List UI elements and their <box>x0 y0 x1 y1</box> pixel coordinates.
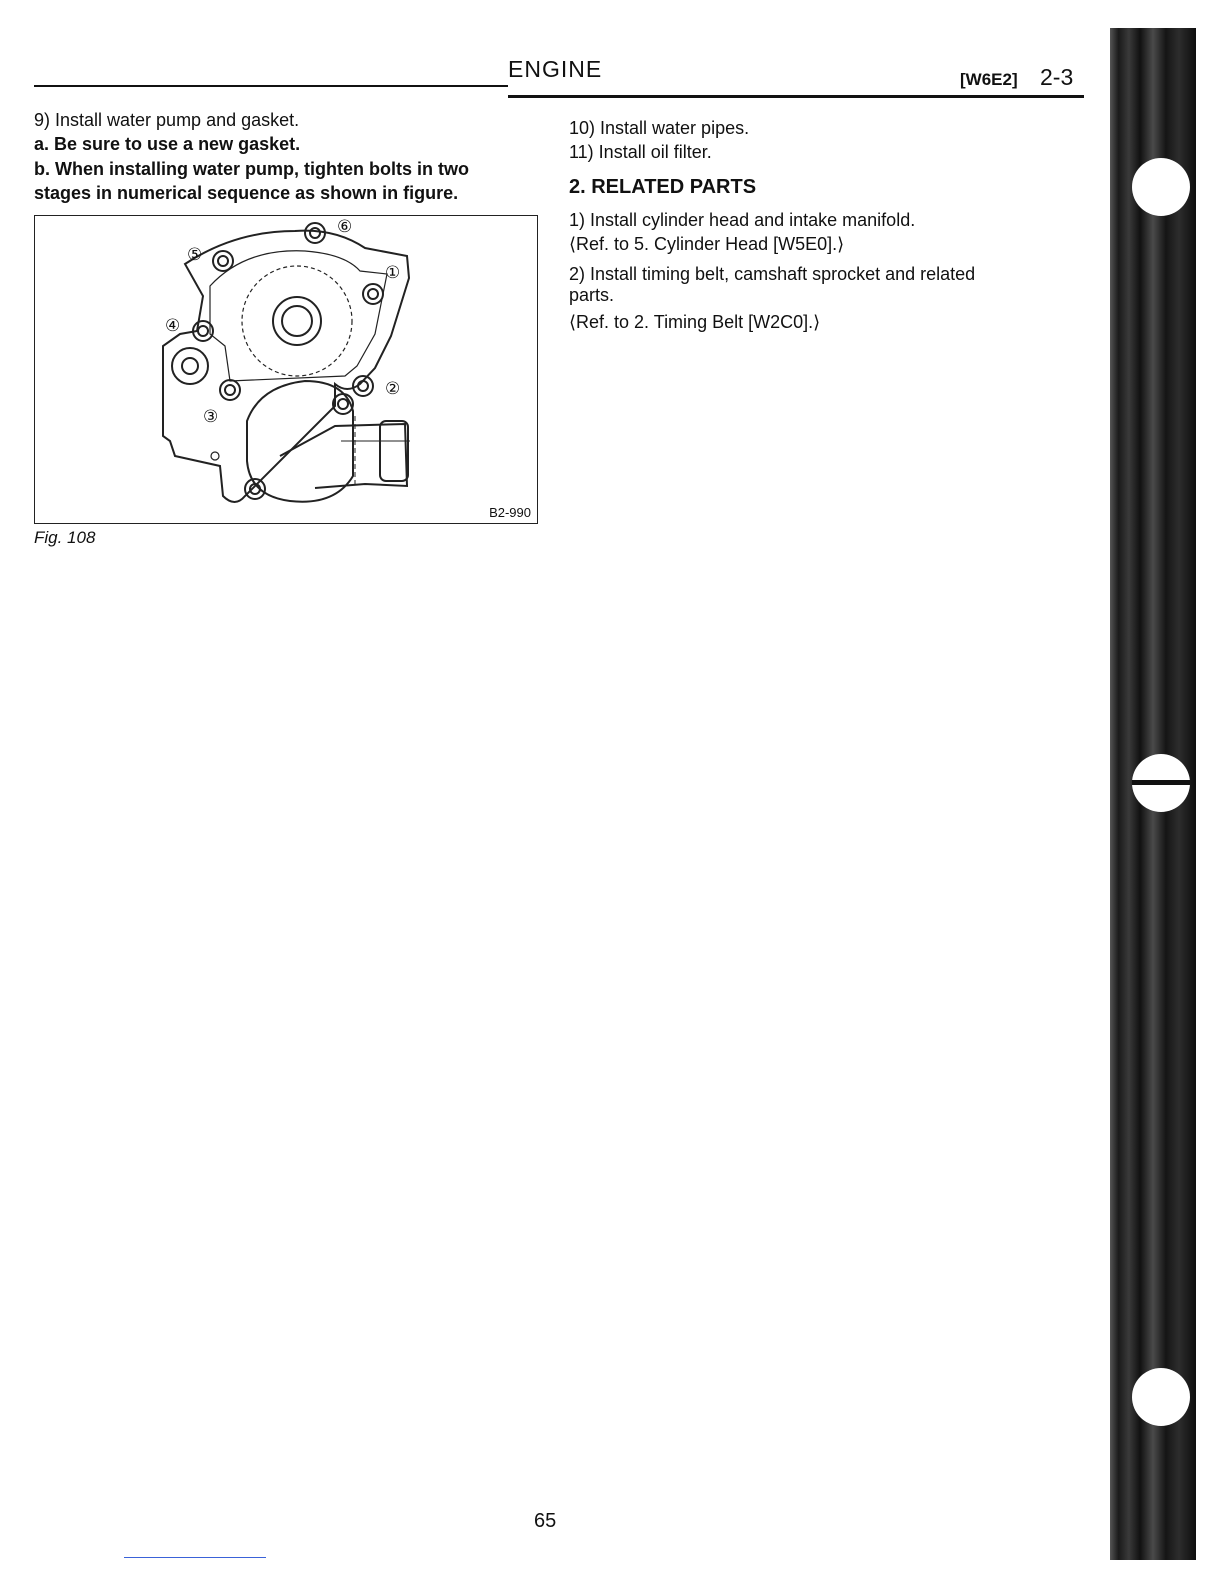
figure-code: B2-990 <box>489 505 531 520</box>
section-code: [W6E2] <box>960 70 1018 89</box>
water-pump-drawing <box>35 216 539 525</box>
related-item-2-line-1: 2) Install timing belt, camshaft sprocket and related <box>569 264 976 284</box>
note-b-line-1: b. When installing water pump, tighten bolts in two <box>34 159 469 179</box>
binder-hole-top <box>1132 158 1190 216</box>
header-rule-right <box>508 95 1084 98</box>
page-code: 2-3 <box>1040 64 1074 90</box>
binder-hole-divider <box>1132 780 1190 785</box>
related-item-1-ref: ⟨Ref. to 5. Cylinder Head [W5E0].⟩ <box>569 234 845 254</box>
related-item-1: 1) Install cylinder head and intake manifold. <box>569 210 916 230</box>
section-title: ENGINE <box>508 56 603 82</box>
step-10: 10) Install water pipes. <box>569 118 750 138</box>
note-b-line-2: stages in numerical sequence as shown in figure. <box>34 183 459 203</box>
binder-hole-bottom <box>1132 1368 1190 1426</box>
note-a: a. Be sure to use a new gasket. <box>34 134 301 154</box>
water-pump-figure <box>34 215 538 524</box>
page-number: 65 <box>534 1510 557 1532</box>
figure-caption: Fig. 108 <box>34 528 96 547</box>
bolt-label-6: ⑥ <box>337 217 353 237</box>
bolt-label-1: ① <box>385 263 401 283</box>
bolt-label-3: ③ <box>203 407 219 427</box>
header-rule-left <box>34 85 508 87</box>
binder-edge <box>1110 28 1196 1560</box>
bottom-link-underline <box>124 1557 266 1558</box>
bolt-label-5: ⑤ <box>187 245 203 265</box>
bolt-label-2: ② <box>385 379 401 399</box>
related-item-2-ref: ⟨Ref. to 2. Timing Belt [W2C0].⟩ <box>569 312 821 332</box>
step-9: 9) Install water pump and gasket. <box>34 110 300 130</box>
related-item-2-line-2: parts. <box>569 285 615 305</box>
related-parts-heading: 2. RELATED PARTS <box>569 176 757 198</box>
step-11: 11) Install oil filter. <box>569 142 712 162</box>
bolt-label-4: ④ <box>165 316 181 336</box>
